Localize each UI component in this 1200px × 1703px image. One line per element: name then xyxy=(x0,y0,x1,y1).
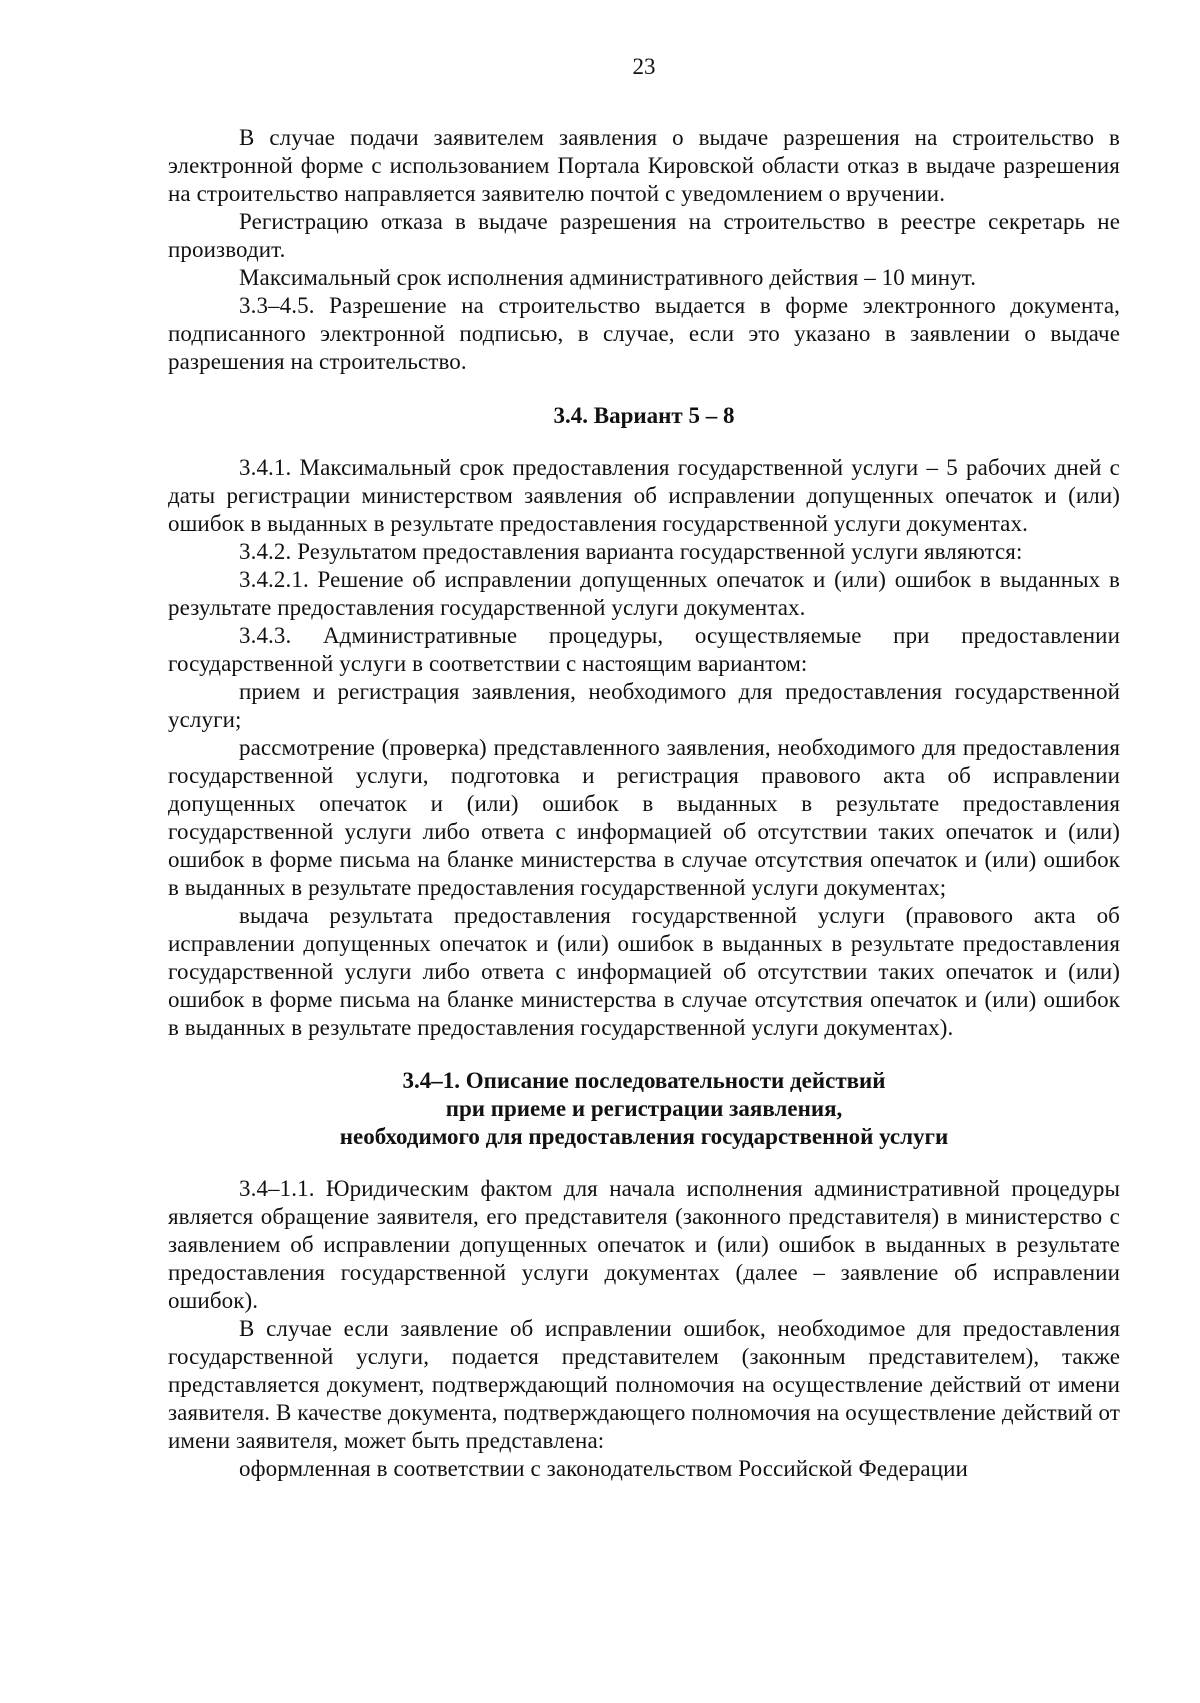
document-page xyxy=(168,52,1120,1483)
paragraph: 3.3–4.5. Разрешение на строительство выдается в форме электронного документа, подписанного электронной подписью, в случае, если это указано в заявлении о выдаче разрешения на строительство. xyxy=(168,293,1120,374)
paragraph: 3.4.1. Максимальный срок предоставления государственной услуги – 5 рабочих дней с даты регистрации министерством заявления об исправлении допущенных опечаток и (или) ошибок в выданных в результате предоставления государственной услуги документах. xyxy=(168,455,1120,536)
paragraph: выдача результата предоставления государственной услуги (правового акта об исправлении допущенных опечаток и (или) ошибок в выданных в результате предоставления государственной услуги либо ответа с информацией об отсутствии таких опечаток и (или) ошибок в форме письма на бланке министерства в случае отсутствия опечаток и (или) ошибок в выданных в результате предоставления государственной услуги документах). xyxy=(168,903,1120,1040)
paragraph: 3.4.2.1. Решение об исправлении допущенных опечаток и (или) ошибок в выданных в результате предоставления государственной услуги документах. xyxy=(168,567,1120,620)
paragraph: 3.4–1.1. Юридическим фактом для начала исполнения административной процедуры является обращение заявителя, его представителя (законного представителя) в министерство с заявлением об исправлении допущенных опечаток и (или) ошибок в выданных в результате предоставления государственной услуги документах (далее – заявление об исправлении ошибок). xyxy=(168,1176,1120,1313)
section-middle xyxy=(168,454,1120,1042)
paragraph: прием и регистрация заявления, необходимого для предоставления государственной услуги; xyxy=(168,679,1120,732)
section-heading-variant: 3.4. Вариант 5 – 8 xyxy=(553,403,735,428)
paragraph: оформленная в соответствии с законодательством Российской Федерации xyxy=(239,1456,968,1481)
paragraph: 3.4.2. Результатом предоставления варианта государственной услуги являются: xyxy=(239,539,1023,564)
paragraph: В случае если заявление об исправлении ошибок, необходимое для предоставления государственной услуги, подается представителем (законным представителем), также представляется документ, подтверждающий полномочия на осуществление действий от имени заявителя. В качестве документа, подтверждающего полномочия на осуществление действий от имени заявителя, может быть представлена: xyxy=(168,1316,1120,1453)
heading-line: необходимого для предоставления государственной услуги xyxy=(339,1124,949,1149)
paragraph: 3.4.3. Административные процедуры, осуществляемые при предоставлении государственной услуги в соответствии с настоящим вариантом: xyxy=(168,623,1120,676)
heading-line: при приеме и регистрации заявления, xyxy=(445,1096,843,1121)
page-number: 23 xyxy=(632,54,656,79)
heading-line: 3.4–1. Описание последовательности действий xyxy=(402,1068,886,1093)
section-top xyxy=(168,124,1120,376)
paragraph: Максимальный срок исполнения административного действия – 10 минут. xyxy=(239,265,977,290)
paragraph: В случае подачи заявителем заявления о выдаче разрешения на строительство в электронной форме с использованием Портала Кировской области отказ в выдаче разрешения на строительство направляется заявителю почтой с уведомлением о вручении. xyxy=(168,125,1120,206)
section-bottom xyxy=(168,1175,1120,1483)
section-heading-description xyxy=(168,1067,1120,1151)
paragraph: рассмотрение (проверка) представленного заявления, необходимого для предоставления государственной услуги, подготовка и регистрация правового акта об исправлении допущенных опечаток и (или) ошибок в выданных в результате предоставления государственной услуги либо ответа с информацией об отсутствии таких опечаток и (или) ошибок в форме письма на бланке министерства в случае отсутствия опечаток и (или) ошибок в выданных в результате предоставления государственной услуги документах; xyxy=(168,735,1120,900)
paragraph: Регистрацию отказа в выдаче разрешения на строительство в реестре секретарь не производит. xyxy=(168,209,1120,262)
